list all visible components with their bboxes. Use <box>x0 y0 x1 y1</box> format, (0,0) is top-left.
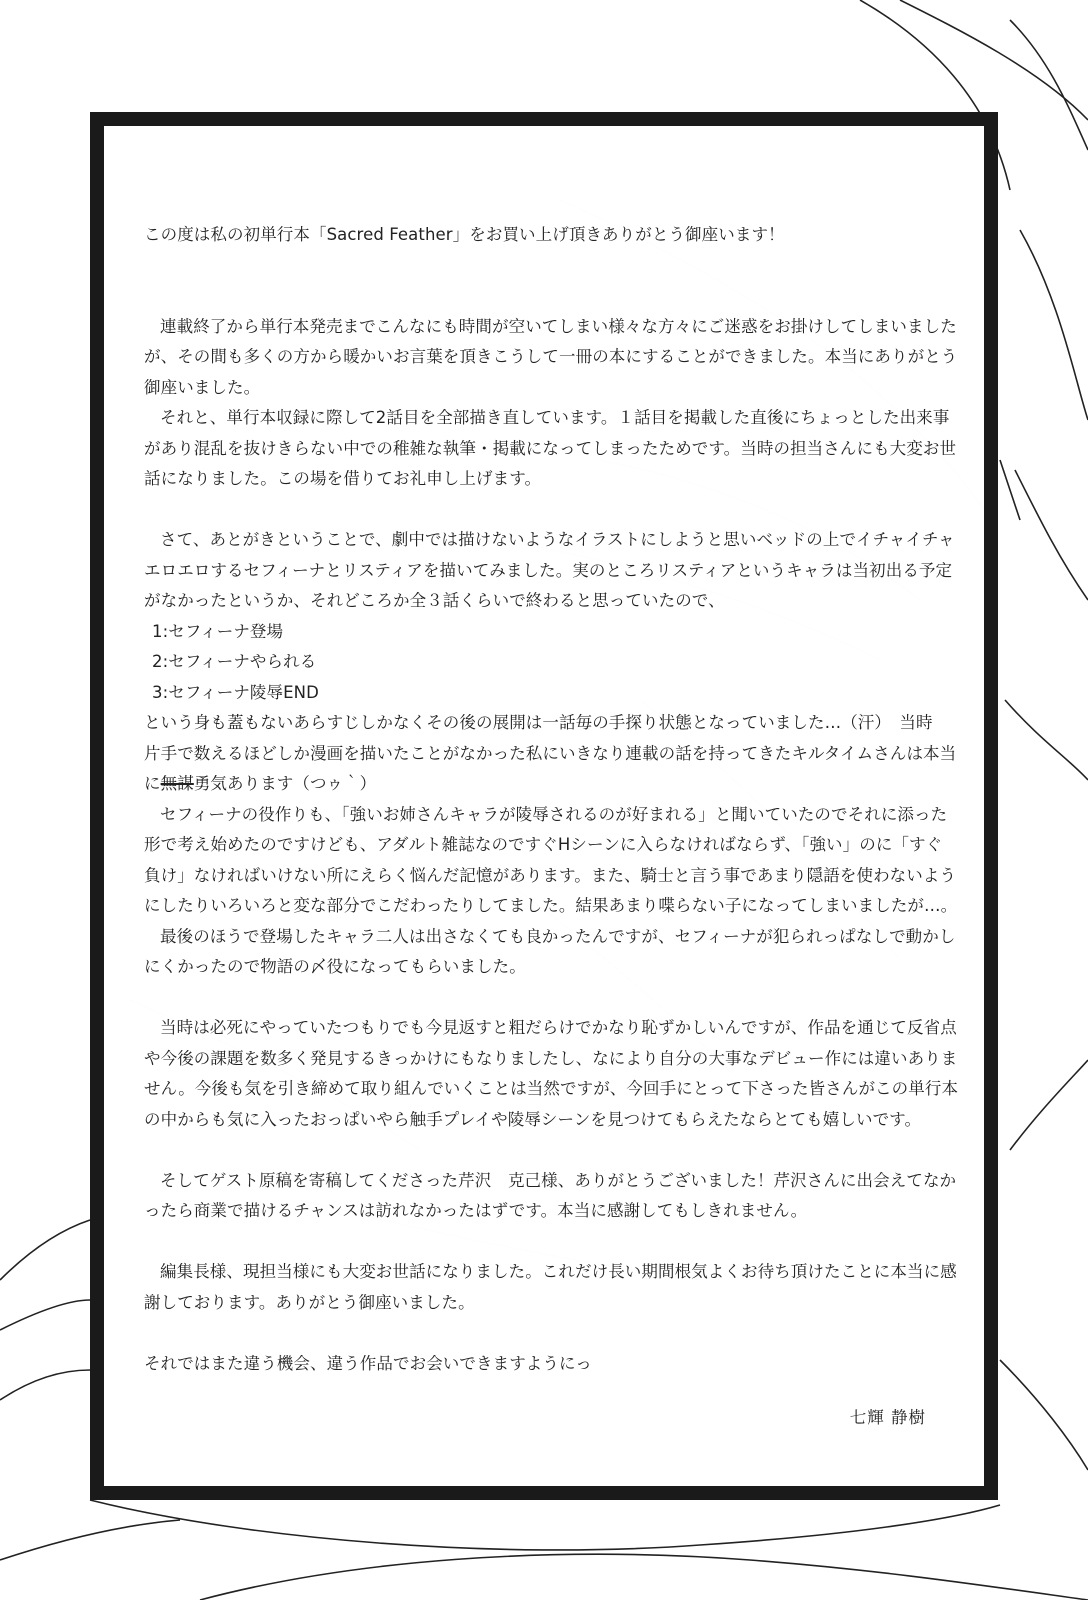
paragraph-line: 当時は必死にやっていたつもりでも今見返すと粗だらけでかなり恥ずかしいんですが、作品を通じて反省点 <box>160 1018 957 1037</box>
afterword-frame <box>90 112 998 1500</box>
list-item: 1:セフィーナ登場 <box>152 621 284 641</box>
paragraph-line: にしたりいろいろと変な部分でこだわったりしてました。結果あまり喋らない子になってしまいましたが…。 <box>144 896 958 915</box>
struck-text: 無謀 <box>160 774 194 793</box>
paragraph-line: 謝しております。ありがとう御座いました。 <box>144 1292 475 1312</box>
author-signature: 七輝 静樹 <box>849 1408 926 1427</box>
text-fragment: に <box>144 774 161 793</box>
paragraph-line: それと、単行本収録に際して2話目を全部描き直しています。１話目を掲載した直後にちょっとした出来事 <box>160 408 950 427</box>
list-item: 2:セフィーナやられる <box>152 652 317 671</box>
paragraph-line: 形で考え始めたのですけども、アダルト雑誌なのですぐHシーンに入らなければならず、「強い」のに「すぐ <box>144 835 943 854</box>
paragraph-line: という身も蓋もないあらすじしかなくその後の展開は一話毎の手探り状態となっていました…（汗） 当時 <box>144 713 933 732</box>
paragraph-line: エロエロするセフィーナとリスティアを描いてみました。実のところリスティアというキャラは当初出る予定 <box>144 560 953 580</box>
paragraph-line: がなかったというか、それどころか全３話くらいで終わると思っていたので、 <box>144 591 725 610</box>
paragraph-line: 最後のほうで登場したキャラ二人は出さなくても良かったんですが、セフィーナが犯られっぱなしで動かし <box>160 926 956 946</box>
paragraph-line: さて、あとがきということで、劇中では描けないようなイラストにしようと思いベッドの上でイチャイチャ <box>160 530 955 549</box>
paragraph-line: や今後の課題を数多く発見するきっかけにもなりましたし、なにより自分の大事なデビュー作には違いありま <box>144 1048 958 1068</box>
paragraph-line: セフィーナの役作りも、「強いお姉さんキャラが陵辱されるのが好まれる」と聞いていたのでそれに添った <box>160 804 948 824</box>
paragraph-line: 負け」なければいけない所にえらく悩んだ記憶があります。また、騎士と言う事であまり隠語を使わないよう <box>144 865 957 885</box>
paragraph-line: 編集長様、現担当様にも大変お世話になりました。これだけ長い期間根気よくお待ち頂けたことに本当に感 <box>160 1262 957 1281</box>
paragraph-line: ったら商業で描けるチャンスは訪れなかったはずです。本当に感謝してもしきれません。 <box>144 1201 808 1220</box>
afterword-text <box>144 220 984 1379</box>
opening-line: この度は私の初単行本「Sacred Feather」をお買い上げ頂きありがとう御座います！ <box>144 225 785 244</box>
paragraph-line: せん。今後も気を引き締めて取り組んでいくことは当然ですが、今回手にとって下さった皆さんがこの単行本 <box>144 1079 959 1098</box>
paragraph-line: にくかったので物語の〆役になってもらいました。 <box>144 957 526 976</box>
list-item: 3:セフィーナ陵辱END <box>152 682 319 702</box>
paragraph-line: の中からも気に入ったおっぱいやら触手プレイや陵辱シーンを見つけてもらえたならとても嬉しいです。 <box>144 1109 922 1129</box>
text-fragment: 勇気あります（つゥ｀） <box>193 774 377 793</box>
paragraph-line: 片手で数えるほどしか漫画を描いたことがなかった私にいきなり連載の話を持ってきたキルタイムさんは本当 <box>144 743 957 763</box>
paragraph-line: 連載終了から単行本発売までこんなにも時間が空いてしまい様々な方々にご迷惑をお掛けしてしまいました <box>160 316 957 336</box>
paragraph-line: が、その間も多くの方から暖かいお言葉を頂きこうして一冊の本にすることができました。本当にありがとう <box>144 347 958 366</box>
closing-line: それではまた違う機会、違う作品でお会いできますようにっ <box>144 1353 592 1373</box>
paragraph-line: 話になりました。この場を借りてお礼申し上げます。 <box>144 469 542 488</box>
paragraph-line <box>144 769 984 800</box>
paragraph-line: そしてゲスト原稿を寄稿してくださった芹沢 克己様、ありがとうございました！芹沢さんに出会えてなか <box>160 1170 957 1190</box>
paragraph-line: があり混乱を抜けきらない中での稚雑な執筆・掲載になってしまったためです。当時の担当さんにも大変お世 <box>144 438 957 458</box>
paragraph-line: 御座いました。 <box>144 377 261 397</box>
